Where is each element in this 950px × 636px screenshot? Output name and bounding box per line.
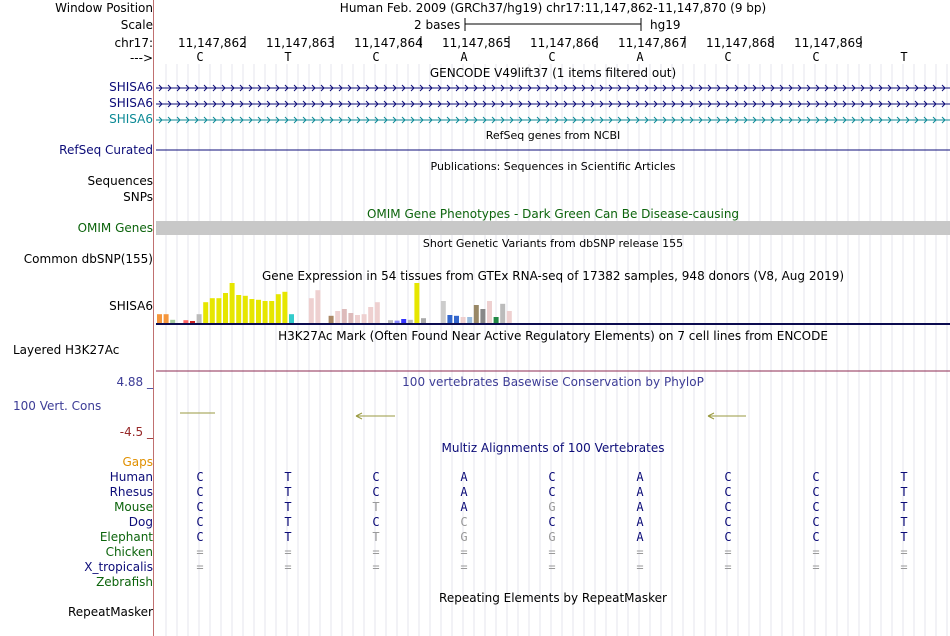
gtex-bar xyxy=(507,311,512,323)
gtex-bar xyxy=(236,295,241,323)
species-base: = xyxy=(812,545,820,559)
species-base: T xyxy=(284,470,292,484)
snps-label[interactable]: SNPs xyxy=(123,190,153,204)
reference-base: C xyxy=(372,50,380,64)
species-base: T xyxy=(372,500,380,514)
coordinate-label: 11,147,865 xyxy=(442,36,511,50)
species-base: = xyxy=(460,560,468,574)
species-base: C xyxy=(548,485,556,499)
window-position-label: Window Position xyxy=(55,1,153,15)
species-base: = xyxy=(196,545,204,559)
gtex-label[interactable]: SHISA6 xyxy=(109,299,153,313)
gtex-bar xyxy=(190,321,195,323)
gencode-item-2[interactable]: SHISA6 xyxy=(109,96,153,110)
species-base: C xyxy=(812,530,820,544)
repeatmasker-label[interactable]: RepeatMasker xyxy=(67,605,153,619)
gtex-bar xyxy=(467,317,472,323)
coordinate-label: 11,147,868 xyxy=(706,36,775,50)
species-base: C xyxy=(548,470,556,484)
species-base: = xyxy=(460,545,468,559)
gtex-bar xyxy=(375,302,380,323)
species-base: = xyxy=(812,560,820,574)
species-base: T xyxy=(284,500,292,514)
cons-min-value: -4.5 _ xyxy=(119,425,153,439)
species-base: T xyxy=(900,470,908,484)
species-label-rhesus[interactable]: Rhesus xyxy=(109,485,153,499)
species-label-x_tropicalis[interactable]: X_tropicalis xyxy=(84,560,153,574)
omim-label[interactable]: OMIM Genes xyxy=(77,221,153,235)
window-position-value: Human Feb. 2009 (GRCh37/hg19) chr17:11,147,862-11,147,870 (9 bp) xyxy=(339,1,767,15)
species-base: = xyxy=(724,560,732,574)
gtex-bar xyxy=(487,301,492,323)
gtex-bar xyxy=(461,317,466,323)
species-base: T xyxy=(900,500,908,514)
gencode-track-title[interactable]: GENCODE V49lift37 (1 items filtered out) xyxy=(429,66,677,80)
species-base: A xyxy=(636,530,644,544)
dbsnp-track-title[interactable]: Short Genetic Variants from dbSNP release 155 xyxy=(422,237,684,250)
gtex-bar xyxy=(494,317,499,323)
species-base: T xyxy=(284,485,292,499)
gtex-bar xyxy=(269,301,274,323)
species-base: C xyxy=(812,470,820,484)
species-label-zebrafish[interactable]: Zebrafish xyxy=(96,575,153,589)
species-base: = xyxy=(900,560,908,574)
h3k27ac-track-title[interactable]: H3K27Ac Mark (Often Found Near Active Regulatory Elements) on 7 cell lines from ENCODE xyxy=(278,329,828,343)
species-base: = xyxy=(372,545,380,559)
pubs-track-title[interactable]: Publications: Sequences in Scientific Articles xyxy=(430,160,676,173)
gtex-bar xyxy=(223,293,228,323)
gtex-bar xyxy=(447,315,452,323)
species-base: T xyxy=(900,515,908,529)
coordinate-label: 11,147,862 xyxy=(178,36,247,50)
cons-label[interactable]: 100 Vert. Cons xyxy=(13,399,102,413)
cons-track-title[interactable]: 100 vertebrates Basewise Conservation by PhyloP xyxy=(402,375,704,389)
species-base: C xyxy=(724,485,732,499)
gtex-bar xyxy=(368,307,373,323)
omim-bar xyxy=(156,221,950,235)
gtex-bar xyxy=(335,311,340,323)
species-base: G xyxy=(548,530,556,544)
gtex-bar xyxy=(395,321,400,323)
reference-base: T xyxy=(284,50,292,64)
gaps-label[interactable]: Gaps xyxy=(122,455,153,469)
coordinate-label: 11,147,867 xyxy=(618,36,687,50)
species-base: = xyxy=(372,560,380,574)
species-base: C xyxy=(196,530,204,544)
species-label-chicken[interactable]: Chicken xyxy=(105,545,153,559)
reference-base: C xyxy=(724,50,732,64)
coordinate-label: 11,147,866 xyxy=(530,36,599,50)
gtex-bar xyxy=(342,309,347,323)
species-base: = xyxy=(548,560,556,574)
omim-track-title[interactable]: OMIM Gene Phenotypes - Dark Green Can Be Disease-causing xyxy=(366,207,740,221)
gtex-bar xyxy=(183,320,188,323)
gtex-bar xyxy=(408,320,413,323)
gtex-bar xyxy=(421,318,426,323)
h3k27ac-label[interactable]: Layered H3K27Ac xyxy=(13,343,120,357)
species-base: C xyxy=(372,470,380,484)
gtex-bar xyxy=(362,314,367,323)
species-base: C xyxy=(724,530,732,544)
species-label-human[interactable]: Human xyxy=(109,470,153,484)
coordinate-label: 11,147,863 xyxy=(266,36,335,50)
species-base: A xyxy=(636,515,644,529)
chrom-label: chr17: xyxy=(114,36,153,50)
refseq-track-title[interactable]: RefSeq genes from NCBI xyxy=(485,129,621,142)
species-base: A xyxy=(636,470,644,484)
species-base: C xyxy=(724,500,732,514)
species-label-mouse[interactable]: Mouse xyxy=(114,500,153,514)
species-base: C xyxy=(724,515,732,529)
gtex-bar xyxy=(388,320,393,323)
gtex-bar xyxy=(500,304,505,323)
gtex-bar xyxy=(243,296,248,323)
species-base: T xyxy=(372,530,380,544)
dbsnp-label[interactable]: Common dbSNP(155) xyxy=(23,252,153,266)
gtex-bar xyxy=(414,283,419,323)
refseq-label[interactable]: RefSeq Curated xyxy=(59,143,153,157)
species-base: A xyxy=(460,470,468,484)
species-label-dog[interactable]: Dog xyxy=(128,515,153,529)
species-base: A xyxy=(460,485,468,499)
gtex-bar xyxy=(282,292,287,323)
gtex-bar xyxy=(249,299,254,323)
reference-base: A xyxy=(460,50,468,64)
cons-max-value: 4.88 _ xyxy=(116,375,153,389)
species-base: C xyxy=(812,515,820,529)
species-base: C xyxy=(372,515,380,529)
gtex-bar xyxy=(256,300,261,323)
species-base: C xyxy=(372,485,380,499)
gtex-track-title[interactable]: Gene Expression in 54 tissues from GTEx RNA-seq of 17382 samples, 948 donors (V8, Aug 2019) xyxy=(261,269,845,283)
gtex-bar xyxy=(216,298,221,323)
gtex-bar xyxy=(309,298,314,323)
species-base: C xyxy=(812,500,820,514)
species-base: = xyxy=(548,545,556,559)
reference-base: C xyxy=(548,50,556,64)
gtex-bar xyxy=(170,320,175,323)
scale-assembly: hg19 xyxy=(650,18,681,32)
species-base: G xyxy=(460,530,468,544)
species-base: T xyxy=(900,485,908,499)
gtex-bar xyxy=(203,302,208,323)
reference-base: A xyxy=(636,50,644,64)
repeatmasker-track-title[interactable]: Repeating Elements by RepeatMasker xyxy=(439,591,667,605)
gtex-bar xyxy=(230,283,235,323)
species-base: C xyxy=(196,500,204,514)
gtex-bar xyxy=(441,301,446,323)
gtex-bar xyxy=(164,314,169,323)
gtex-bar xyxy=(480,309,485,323)
species-base: T xyxy=(284,530,292,544)
coordinate-label: 11,147,864 xyxy=(354,36,423,50)
species-base: A xyxy=(460,500,468,514)
species-label-elephant[interactable]: Elephant xyxy=(99,530,153,544)
species-base: A xyxy=(636,500,644,514)
species-base: = xyxy=(284,560,292,574)
species-base: C xyxy=(196,515,204,529)
multiz-track-title[interactable]: Multiz Alignments of 100 Vertebrates xyxy=(441,441,665,455)
species-base: C xyxy=(196,470,204,484)
species-base: = xyxy=(724,545,732,559)
gtex-bar xyxy=(401,319,406,323)
scale-value: 2 bases xyxy=(414,18,461,32)
species-base: T xyxy=(284,515,292,529)
gtex-bar xyxy=(210,298,215,323)
gtex-bar xyxy=(315,290,320,323)
gtex-bar xyxy=(348,313,353,323)
gencode-item-1[interactable]: SHISA6 xyxy=(109,80,153,94)
gtex-bar xyxy=(157,314,162,323)
species-base: C xyxy=(460,515,468,529)
gencode-item-3[interactable]: SHISA6 xyxy=(109,112,153,126)
gtex-bar xyxy=(474,305,479,323)
species-base: = xyxy=(900,545,908,559)
gtex-bar xyxy=(454,316,459,323)
gtex-bar xyxy=(263,301,268,323)
sequences-label[interactable]: Sequences xyxy=(87,174,153,188)
species-base: T xyxy=(900,530,908,544)
species-base: C xyxy=(548,515,556,529)
reference-base: C xyxy=(812,50,820,64)
species-base: C xyxy=(812,485,820,499)
gtex-bar xyxy=(197,314,202,323)
gtex-bar xyxy=(329,316,334,323)
species-base: = xyxy=(636,545,644,559)
species-base: = xyxy=(636,560,644,574)
reference-base: C xyxy=(196,50,204,64)
species-base: A xyxy=(636,485,644,499)
species-base: G xyxy=(548,500,556,514)
species-base: C xyxy=(724,470,732,484)
coordinate-label: 11,147,869 xyxy=(794,36,863,50)
strand-label: ---> xyxy=(129,51,153,65)
scale-label: Scale xyxy=(120,18,153,32)
reference-base: T xyxy=(900,50,908,64)
species-base: C xyxy=(196,485,204,499)
gtex-bar xyxy=(276,294,281,323)
gtex-bar xyxy=(355,315,360,323)
gtex-bar xyxy=(289,314,294,323)
species-base: = xyxy=(284,545,292,559)
species-base: = xyxy=(196,560,204,574)
